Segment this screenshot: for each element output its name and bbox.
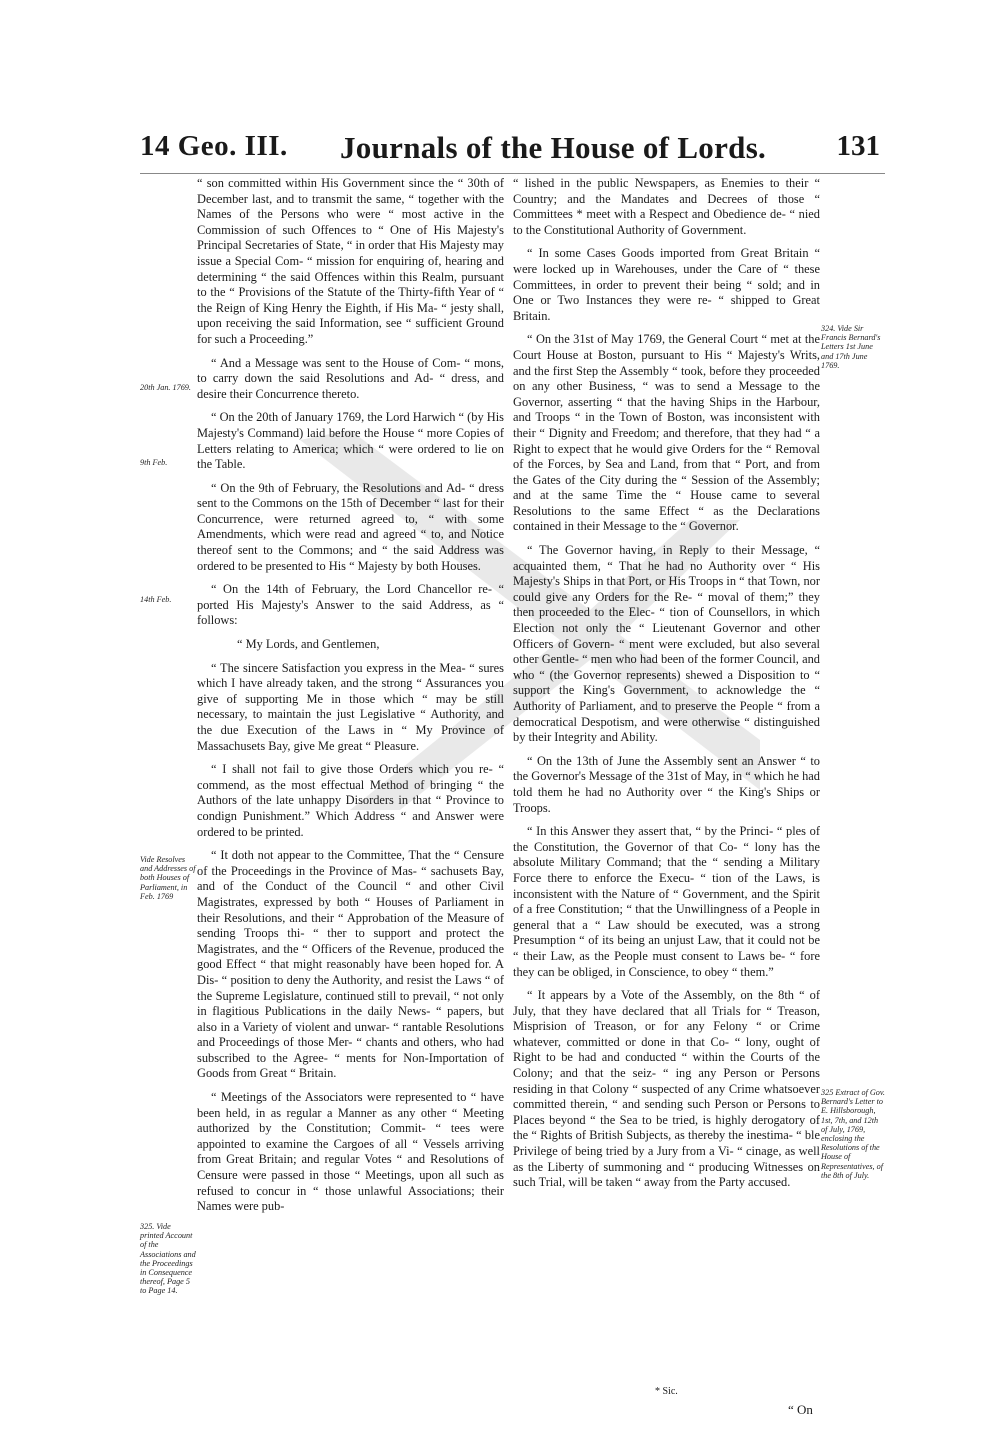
left-paragraph: “ On the 14th of February, the Lord Chancellor re- “ ported His Majesty's Answer to the said Address, as “ follows: xyxy=(197,582,504,628)
regnal-year: 14 Geo. III. xyxy=(140,130,288,162)
right-paragraph: “ On the 31st of May 1769, the General Court “ met at the Court House at Boston, pursuant to His “ Majesty's Writs, and the first Step the Assembly “ took, before they proceeded on any other Business, “ was to send a Message to the Governor, asserting “ that the having Ships in the Harbour, and Troops “ in the Town of Boston, was inconsistent with their “ Dignity and Freedom; and therefore, that they had “ a Right to expect that he would give Orders for the “ Removal of the Forces, by Sea and Land, from that “ Port, and from the Gates of the City during the “ Session of the Assembly; and at the same Time the “ House came to several Resolutions to the same Effect “ as the Declarations contained in their Message to the “ Governor. xyxy=(513,332,820,534)
margin-note-reference: 324. Vide Sir Francis Bernard's Letters 1st June and 17th June 1769. xyxy=(821,324,881,370)
margin-note-reference: Vide Resolves and Addresses of both Houses of Parliament, in Feb. 1769 xyxy=(140,855,196,901)
left-column xyxy=(197,176,504,1223)
left-paragraph: “ On the 20th of January 1769, the Lord Harwich “ (by His Majesty's Command) laid before the House “ more Copies of Letters relating to America; which “ were ordered to lie on the Table. xyxy=(197,410,504,472)
footnote: * Sic. xyxy=(655,1386,678,1397)
right-paragraph: “ The Governor having, in Reply to their Message, “ acquainted them, “ That he had no Authority over “ His Majesty's Ships in that Port, or His Troops in “ that Town, nor could give any Orders for the Re- “ moval of them;” they then proceeded to the Elec- “ tion of Counsellors, in which Election not only the “ Lieutenant Governor and other Officers of Govern- “ ment were excluded, but also several other Gentle- “ men who had been of the former Council, and who “ (the Governor represents) shewed a Disposition to “ support the King's Government, to acknowledge the “ Authority of Parliament, and to preserve the People “ from a democratical Despotism, and were otherwise “ distinguished by their Integrity and Ability. xyxy=(513,543,820,745)
salutation: “ My Lords, and Gentlemen, xyxy=(237,637,380,652)
right-paragraph: “ In some Cases Goods imported from Great Britain “ were locked up in Warehouses, under the Care of “ these Committees, in order to prevent their being “ sold; and in One or Two Instances they were re- “ shipped to Great Britain. xyxy=(513,246,820,323)
right-column xyxy=(513,176,820,1199)
right-paragraph: “ It appears by a Vote of the Assembly, on the 8th “ of July, that they have declared that all Trials for “ Treason, Misprision of Treason, or for any Felony “ or Crime whatever, committed or done in that Co- “ lony, ought of Right to be had and conducted “ within the Courts of the Colony; and that the seiz- “ ing any Person or Persons residing in that Colony “ suspected of any Crime whatsoever committed therein, “ and sending such Person or Persons to Places beyond “ the Sea to be tried, is highly derogatory of the “ Rights of British Subjects, as thereby the inestima- “ ble Privilege of being tried by a Jury from a Vi- “ cinage, as well as the Liberty of summoning and “ producing Witnesses on such Trial, will be taken “ away from the Party accused. xyxy=(513,988,820,1190)
page-header xyxy=(140,130,880,176)
header-rule xyxy=(140,173,885,174)
catchword: “ On xyxy=(788,1402,813,1417)
left-paragraph: “ It doth not appear to the Committee, That the “ Censure of the Proceedings in the Province of Mas- “ sachusets Bay, and of the Conduct of the Council “ and other Civil Magistrates, expressed by both “ Houses of Parliament in their Resolutions, and their “ Approbation of the Measure of sending Troops thi- “ ther to support and protect the Magistrates, and the “ Officers of the Revenue, produced the good Effect “ that might reasonably have been hoped for. A Dis- “ position to deny the Authority, and resist the Laws “ of the Supreme Legislature, continued still to prevail, “ not only in flagitious Publications in the daily News- “ papers, but also in a Variety of violent and unwar- “ rantable Resolutions and Proceedings of those Mer- “ chants and others, who had subscribed to the Agree- “ ments for Non-Importation of Goods from Great “ Britain. xyxy=(197,848,504,1081)
margin-note-date: 14th Feb. xyxy=(140,595,172,604)
left-paragraph: “ The sincere Satisfaction you express in the Mea- “ sures which I have already taken, and the strong “ Assurances you give of supporting Me in those which “ may be still necessary, to maintain the just Legislative “ Authority, and the due Execution of the Laws in “ My Province of Massachusets Bay, give Me great “ Pleasure. xyxy=(197,660,504,753)
left-paragraph: “ And a Message was sent to the House of Com- “ mons, to carry down the said Resolutions and Ad- “ dress, and desire their Concurrence thereto. xyxy=(197,355,504,401)
right-paragraph: “ lished in the public Newspapers, as Enemies to their “ Country; and the Mandates and Decrees of those “ Committees * meet with a Respect and Obedience de- “ nied to the Constitutional Authority of Government. xyxy=(513,176,820,237)
left-paragraph: “ son committed within His Government since the “ 30th of December last, and to transmit the same, “ together with the Names of the Persons who were “ most active in the Commission of such Offences to “ One of His Majesty's Principal Secretaries of State, “ in order that His Majesty may issue a Special Com- “ mission for enquiring of, hearing and determining “ the said Offences within this Realm, pursuant to the “ Provisions of the Statute of the Thirty-fifth Year of “ the Reign of King Henry the Eighth, if His Ma- “ jesty shall, upon receiving the said Information, see “ sufficient Ground for such a Proceeding.” xyxy=(197,176,504,346)
margin-note-date: 9th Feb. xyxy=(140,458,168,467)
margin-note-reference: 325. Vide printed Account of the Associations and the Proceedings in Consequence thereof, Page 5 to Page 14. xyxy=(140,1222,196,1296)
margin-note-date: 20th Jan. 1769. xyxy=(140,383,191,392)
right-paragraph: “ In this Answer they assert that, “ by the Princi- “ ples of the Constitution, the Governor of that Co- “ lony has the absolute Military Command; that the “ sending a Military Force there to enforce the Execu- “ tion of the Laws, is inconsistent with the Nature of “ Government, and the Spirit of a free Constitution; “ that the Unwillingness of a People in general that a “ Law should be executed, was a strong Presumption “ of its being an unjust Law, that it could not be “ their Law, as the People must consent to Laws be- “ fore they can be obliged, in Conscience, to obey “ them.” xyxy=(513,824,820,979)
left-paragraph: “ Meetings of the Associators were represented to “ have been held, in as regular a Manner as any other “ Meeting authorized by the Constitution; Commit- “ tees were appointed to examine the Cargoes of all “ Vessels arriving from Great Britain; and regular Votes “ and Resolutions of Censure were passed in those “ Meetings, upon all such as refused to concur in “ those unlawful Associations; their Names were pub- xyxy=(197,1090,504,1214)
journal-title: Journals of the House of Lords. xyxy=(340,130,767,165)
margin-note-reference: 325 Extract of Gov. Bernard's Letter to E. Hillsborough, 1st, 7th, and 12th of July, 1769, enclosing the Resolutions of the House of Representatives, of the 8th of July. xyxy=(821,1088,885,1180)
left-paragraph: “ On the 9th of February, the Resolutions and Ad- “ dress sent to the Commons on the 15th of December “ last for their Concurrence, were returned agreed to, “ with some Amendments, which were read and agreed “ to, and Notice thereof sent to the Commons; and “ the said Address was ordered to be presented to His “ Majesty by both Houses. xyxy=(197,480,504,573)
left-paragraph: “ I shall not fail to give those Orders which you re- “ commend, as the most effectual Method of bringing “ the Authors of the late unhappy Disorders in that “ Province to condign Punishment.” Which Address “ and Answer were ordered to be printed. xyxy=(197,762,504,839)
page-number: 131 xyxy=(836,130,880,162)
right-paragraph: “ On the 13th of June the Assembly sent an Answer “ to the Governor's Message of the 31st of May, in “ which he had told them he had no Authority over “ the King's Ships or Troops. xyxy=(513,753,820,815)
